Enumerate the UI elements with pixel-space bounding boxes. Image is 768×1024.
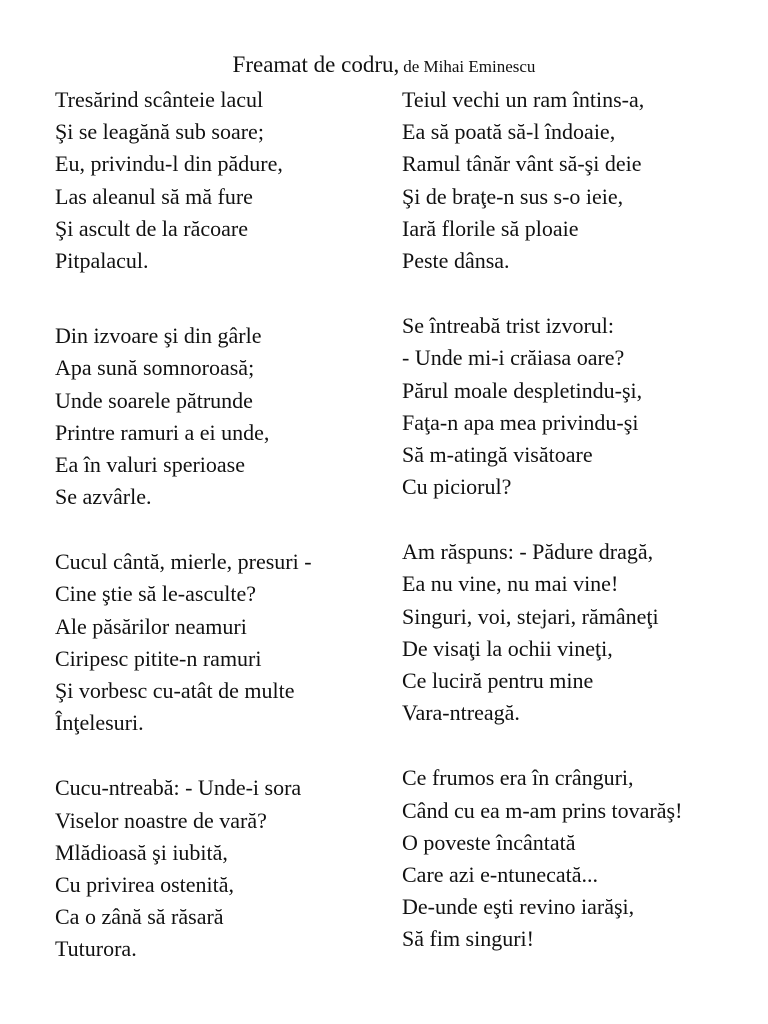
- verse-line: Ciripesc pitite-n ramuri: [55, 645, 262, 671]
- poem-title-line: [0, 52, 768, 78]
- verse-line: Ale păsărilor neamuri: [55, 613, 247, 639]
- verse-line: Se întreabă trist izvorul:: [402, 313, 614, 339]
- verse-line: Şi de braţe-n sus s-o ieie,: [402, 183, 624, 209]
- stanza: [55, 546, 312, 739]
- stanza-gap: [55, 513, 312, 546]
- verse-line: Cine ştie să le-asculte?: [55, 581, 256, 607]
- verse-line: Şi se leagănă sub soare;: [55, 119, 264, 145]
- verse-line: Eu, privindu-l din pădure,: [55, 151, 283, 177]
- stanza: [402, 310, 682, 503]
- verse-line: De-unde eşti revino iarăşi,: [402, 894, 635, 920]
- stanza-gap: [55, 739, 312, 772]
- verse-line: Ce frumos era în crânguri,: [402, 765, 634, 791]
- verse-line: Printre ramuri a ei unde,: [55, 419, 270, 445]
- verse-line: O poveste încântată: [402, 829, 576, 855]
- verse-line: Cucul cântă, mierle, presuri -: [55, 549, 312, 575]
- verse-line: Ea în valuri sperioase: [55, 451, 245, 477]
- verse-line: Să m-atingă visătoare: [402, 441, 593, 467]
- verse-line: Viselor noastre de vară?: [55, 807, 267, 833]
- verse-line: Singuri, voi, stejari, rămâneţi: [402, 603, 659, 629]
- verse-line: Iară florile să ploaie: [402, 215, 579, 241]
- stanza-gap: [402, 277, 682, 310]
- verse-line: Şi vorbesc cu-atât de multe: [55, 678, 295, 703]
- stanza: [402, 536, 682, 729]
- left-column: [55, 84, 312, 966]
- verse-line: Teiul vechi un ram întins-a,: [402, 87, 645, 112]
- stanza: [402, 762, 682, 955]
- verse-line: De visaţi la ochii vineţi,: [402, 635, 613, 661]
- verse-line: Ce luciră pentru mine: [402, 668, 594, 693]
- verse-line: Vara-ntreagă.: [402, 700, 520, 726]
- poem-author: de Mihai Eminescu: [403, 57, 536, 76]
- verse-line: Şi ascult de la răcoare: [55, 215, 249, 241]
- verse-line: Apa sună somnoroasă;: [55, 355, 255, 381]
- verse-line: Să fim singuri!: [402, 926, 534, 952]
- verse-line: Peste dânsa.: [402, 247, 510, 273]
- verse-line: Ca o zână să răsară: [55, 904, 224, 930]
- verse-line: Se azvârle.: [55, 484, 152, 510]
- verse-line: Care azi e-ntunecată...: [402, 861, 599, 887]
- verse-line: Unde soarele pătrunde: [55, 387, 253, 413]
- verse-line: Părul moale despletindu-şi,: [402, 377, 643, 403]
- verse-line: Din izvoare şi din gârle: [55, 323, 262, 349]
- verse-line: - Unde mi-i crăiasa oare?: [402, 345, 625, 371]
- verse-line: Cu privirea ostenită,: [55, 871, 235, 897]
- stanza: [402, 84, 682, 277]
- verse-line: Las aleanul să mă fure: [55, 183, 253, 209]
- stanza-gap: [402, 503, 682, 536]
- verse-line: Tresărind scânteie lacul: [55, 87, 264, 112]
- stanza: [55, 84, 312, 277]
- verse-line: Când cu ea m-am prins tovarăş!: [402, 797, 683, 823]
- stanza: [55, 320, 312, 513]
- verse-line: Ramul tânăr vânt să-şi deie: [402, 151, 642, 177]
- right-column: [402, 84, 682, 956]
- verse-line: Cucu-ntreabă: - Unde-i sora: [55, 775, 302, 801]
- verse-line: Tuturora.: [55, 936, 137, 962]
- stanza: [55, 772, 312, 965]
- verse-line: Faţa-n apa mea privindu-şi: [402, 409, 639, 435]
- verse-line: Pitpalacul.: [55, 247, 149, 273]
- verse-line: Cu piciorul?: [402, 474, 512, 500]
- stanza-gap: [402, 729, 682, 762]
- verse-line: Mlădioasă şi iubită,: [55, 839, 228, 865]
- poem-title: Freamat de codru,: [232, 52, 400, 77]
- verse-line: Ea să poată să-l îndoaie,: [402, 119, 616, 145]
- verse-line: Ea nu vine, nu mai vine!: [402, 571, 619, 597]
- verse-line: Am răspuns: - Pădure dragă,: [402, 539, 654, 565]
- verse-line: Înţelesuri.: [55, 710, 144, 736]
- stanza-gap: [55, 277, 312, 320]
